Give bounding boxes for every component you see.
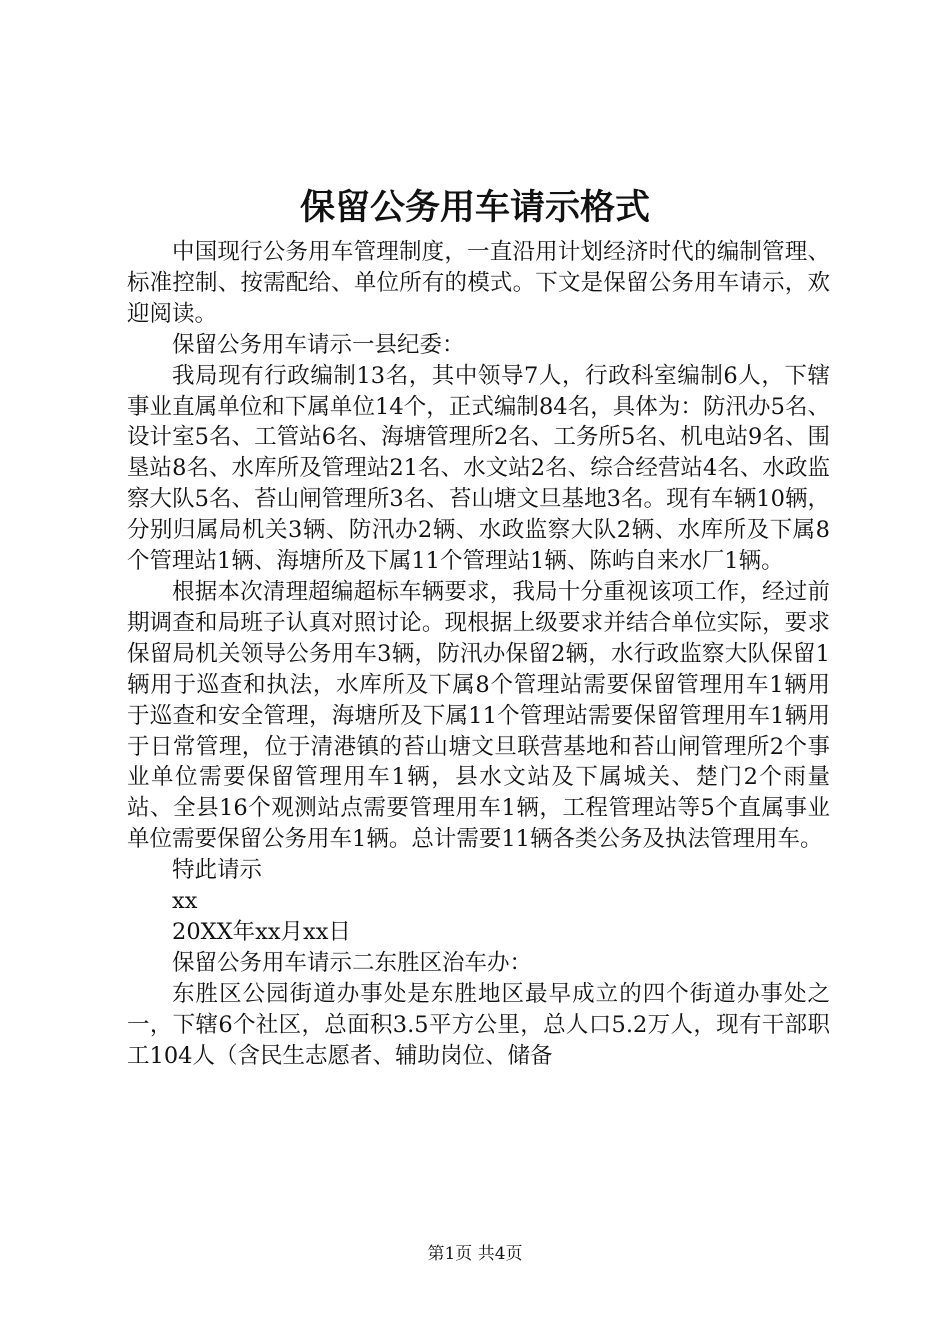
signature-date: 20XX年xx月xx日: [172, 918, 351, 945]
staffing-paragraph: 我局现有行政编制13名，其中领导7人，行政科室编制6人，下辖事业直属单位和下属单位14个，正式编制84名，具体为：防汛办5名、设计室5名、工管站6名、海塘管理所2名、工务所5名、机电站9名、围垦站8名、水库所及管理站21名、水文站2名、综合经营站4名、水政监察大队5名、苔山闸管理所3名、苔山塘文旦基地3名。现有车辆10辆，分别归属局机关3辆、防汛办2辆、水政监察大队2辆、水库所及下属8个管理站1辆、海塘所及下属11个管理站1辆、陈屿自来水厂1辆。: [127, 362, 830, 575]
intro-paragraph: 中国现行公务用车管理制度，一直沿用计划经济时代的编制管理、标准控制、按需配给、单位所有的模式。下文是保留公务用车请示，欢迎阅读。: [127, 239, 830, 327]
request-one-heading: 保留公务用车请示一县纪委：: [172, 331, 465, 358]
request-two-heading: 保留公务用车请示二东胜区治车办：: [172, 949, 533, 976]
page-footer: 第1页 共4页: [427, 1244, 523, 1264]
retention-request-paragraph: 根据本次清理超编超标车辆要求，我局十分重视该项工作，经过前期调查和局班子认真对照讨论。现根据上级要求并结合单位实际，要求保留局机关领导公务用车3辆，防汛办保留2辆，水行政监察大队保留1辆用于巡查和执法，水库所及下属8个管理站需要保留管理用车1辆用于巡查和安全管理，海塘所及下属11个管理站需要保留管理用车1辆用于日常管理，位于清港镇的苔山塘文旦联营基地和苔山闸管理所2个事业单位需要保留管理用车1辆，县水文站及下属城关、楚门2个雨量站、全县16个观测站点需要管理用车1辆，工程管理站等5个直属事业单位需要保留公务用车1辆。总计需要11辆各类公务及执法管理用车。: [127, 578, 830, 853]
document-title: 保留公务用车请示格式: [299, 188, 650, 228]
document-body: [127, 237, 830, 1071]
closing-phrase: 特此请示: [172, 857, 263, 884]
district-paragraph: 东胜区公园街道办事处是东胜地区最早成立的四个街道办事处之一，下辖6个社区，总面积3.5平方公里，总人口5.2万人，现有干部职工104人（含民生志愿者、辅助岗位、储备: [127, 980, 830, 1069]
signature-name: xx: [172, 888, 198, 915]
